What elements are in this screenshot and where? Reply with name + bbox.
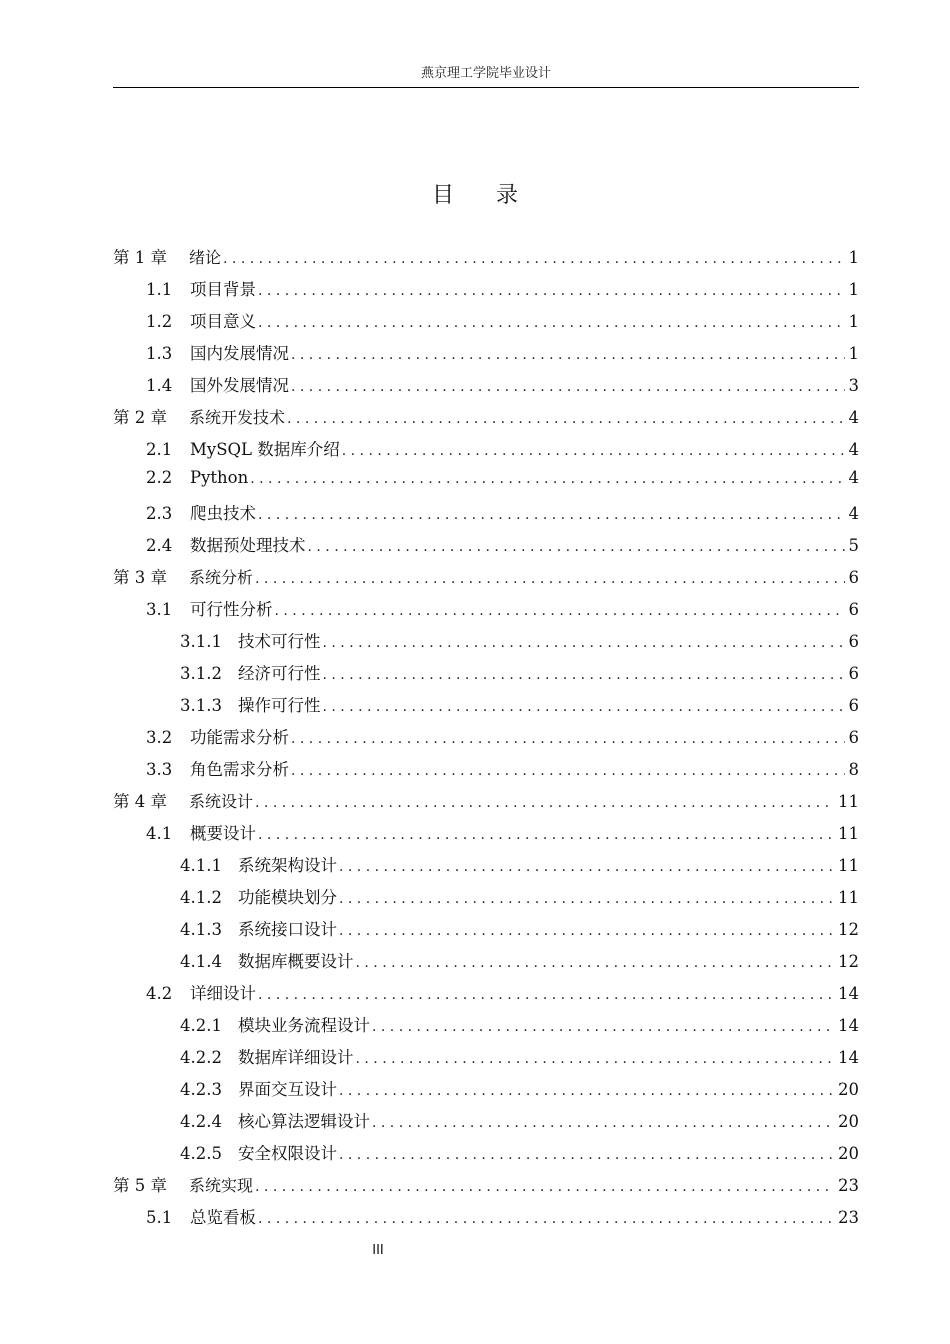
toc-entry-page: 6 [848,728,859,747]
toc-entry-label: 操作可行性 [238,696,321,715]
toc-entry[interactable] [113,884,859,916]
toc-entry-number: 4.2.3 [180,1080,222,1099]
toc-entry-number: 第 3 章 [113,568,167,587]
table-of-contents [113,244,859,1236]
toc-entry[interactable] [113,372,859,404]
toc-entry[interactable] [113,596,859,628]
toc-entry-page: 11 [838,792,859,811]
toc-entry-number: 5.1 [146,1208,173,1227]
toc-entry-page: 6 [848,600,859,619]
toc-entry-label: 系统架构设计 [238,856,337,875]
toc-entry-number: 4.1 [146,824,173,843]
toc-entry-label: 系统分析 [189,568,254,587]
toc-entry-label: 详细设计 [190,984,256,1003]
toc-entry-label: 概要设计 [190,824,256,843]
toc-entry-label: 总览看板 [190,1208,256,1227]
toc-entry[interactable] [113,1076,859,1108]
toc-entry-page: 14 [838,1048,859,1067]
toc-entry-page: 4 [848,440,859,459]
toc-entry-page: 1 [848,280,859,299]
toc-entry-page: 20 [838,1112,859,1131]
toc-entry[interactable] [113,948,859,980]
toc-entry-number: 3.1.1 [180,632,222,651]
toc-dot-leader [308,539,845,555]
toc-entry[interactable] [113,308,859,340]
toc-dot-leader [372,1019,834,1035]
toc-entry-label: 界面交互设计 [238,1080,337,1099]
toc-dot-leader [287,411,844,427]
toc-entry[interactable] [113,1172,859,1204]
toc-dot-leader [356,1051,835,1067]
toc-entry-number: 1.4 [146,376,173,395]
toc-entry-label: 系统接口设计 [238,920,337,939]
toc-dot-leader [291,763,845,779]
toc-entry-number: 3.3 [146,760,173,779]
toc-entry-number: 1.3 [146,344,173,363]
toc-entry-label: 国外发展情况 [190,376,289,395]
toc-entry[interactable] [113,1204,859,1236]
toc-entry[interactable] [113,628,859,660]
toc-dot-leader [291,731,845,747]
toc-entry-page: 20 [838,1144,859,1163]
toc-entry-page: 1 [848,312,859,331]
toc-entry-label: MySQL 数据库介绍 [190,440,340,459]
toc-entry-page: 12 [838,920,859,939]
toc-entry-number: 2.4 [146,536,173,555]
header-rule [113,87,859,88]
toc-entry-number: 3.2 [146,728,173,747]
toc-entry-label: 项目背景 [190,280,256,299]
toc-entry[interactable] [113,852,859,884]
toc-entry[interactable] [113,532,859,564]
toc-entry[interactable] [113,660,859,692]
toc-dot-leader [339,923,834,939]
toc-entry-label: 国内发展情况 [190,344,289,363]
toc-entry-page: 20 [838,1080,859,1099]
toc-entry-number: 4.2 [146,984,173,1003]
toc-entry-number: 2.1 [146,440,173,459]
toc-entry[interactable] [113,788,859,820]
toc-entry-label: 系统设计 [189,792,254,811]
toc-dot-leader [258,827,834,843]
toc-dot-leader [255,795,834,811]
toc-entry-label: Python [190,468,249,487]
toc-entry-page: 6 [848,568,859,587]
toc-entry[interactable] [113,1108,859,1140]
toc-entry-label: 系统实现 [189,1176,254,1195]
toc-entry-label: 功能模块划分 [238,888,337,907]
toc-dot-leader [339,1083,834,1099]
toc-entry-number: 4.1.1 [180,856,222,875]
toc-entry-label: 项目意义 [190,312,256,331]
toc-entry-number: 3.1.2 [180,664,222,683]
toc-dot-leader [250,471,844,487]
toc-entry[interactable] [113,692,859,724]
toc-entry-page: 11 [838,824,859,843]
toc-entry-label: 可行性分析 [190,600,273,619]
toc-entry-number: 3.1 [146,600,173,619]
toc-entry-number: 4.1.3 [180,920,222,939]
toc-dot-leader [339,859,834,875]
toc-dot-leader [339,891,834,907]
toc-entry-label: 功能需求分析 [190,728,289,747]
toc-dot-leader [339,1147,834,1163]
toc-entry-page: 5 [848,536,859,555]
toc-entry-label: 经济可行性 [238,664,321,683]
toc-entry-number: 4.2.5 [180,1144,222,1163]
toc-entry-label: 爬虫技术 [190,504,256,523]
toc-entry-label: 数据库详细设计 [238,1048,354,1067]
toc-entry-number: 4.1.4 [180,952,222,971]
toc-entry-page: 12 [838,952,859,971]
toc-entry[interactable] [113,404,859,436]
toc-entry[interactable] [113,244,859,276]
toc-dot-leader [323,635,845,651]
toc-entry-page: 14 [838,1016,859,1035]
toc-entry-page: 6 [848,696,859,715]
toc-dot-leader [342,443,845,459]
toc-entry[interactable] [113,500,859,532]
toc-dot-leader [258,1211,834,1227]
toc-dot-leader [323,699,845,715]
toc-dot-leader [275,603,845,619]
toc-entry-page: 1 [848,248,859,267]
toc-entry[interactable] [113,1044,859,1076]
toc-entry-label: 角色需求分析 [190,760,289,779]
toc-entry-page: 4 [848,408,859,427]
toc-dot-leader [258,507,845,523]
toc-entry-number: 4.2.1 [180,1016,222,1035]
toc-dot-leader [291,379,845,395]
toc-entry-page: 6 [848,632,859,651]
toc-entry-number: 2.2 [146,468,173,487]
toc-entry-number: 第 1 章 [113,248,167,267]
toc-dot-leader [323,667,845,683]
toc-dot-leader [255,571,844,587]
toc-entry[interactable] [113,820,859,852]
toc-entry-number: 第 4 章 [113,792,167,811]
toc-entry[interactable] [113,468,859,500]
toc-entry-label: 模块业务流程设计 [238,1016,370,1035]
toc-entry-page: 8 [848,760,859,779]
toc-entry[interactable] [113,564,859,596]
toc-dot-leader [372,1115,834,1131]
toc-entry-number: 1.1 [146,280,173,299]
toc-entry-label: 核心算法逻辑设计 [238,1112,370,1131]
toc-title: 目录 [431,183,560,208]
toc-entry[interactable] [113,980,859,1012]
toc-entry-number: 4.2.2 [180,1048,222,1067]
toc-entry-number: 第 5 章 [113,1176,167,1195]
toc-dot-leader [356,955,835,971]
toc-entry-label: 技术可行性 [238,632,321,651]
toc-dot-leader [223,251,844,267]
toc-entry[interactable] [113,1012,859,1044]
toc-entry[interactable] [113,436,859,468]
toc-entry-number: 4.1.2 [180,888,222,907]
toc-entry-number: 1.2 [146,312,173,331]
toc-entry[interactable] [113,276,859,308]
toc-entry-label: 绪论 [189,248,222,267]
toc-entry-page: 4 [848,468,859,487]
toc-entry-label: 数据预处理技术 [190,536,306,555]
toc-entry-page: 11 [838,856,859,875]
toc-dot-leader [291,347,845,363]
toc-entry-number: 2.3 [146,504,173,523]
toc-entry-page: 23 [838,1176,859,1195]
page-number-footer: III [372,1243,384,1258]
toc-entry-page: 6 [848,664,859,683]
toc-entry-number: 3.1.3 [180,696,222,715]
toc-entry-number: 4.2.4 [180,1112,222,1131]
toc-entry-page: 14 [838,984,859,1003]
toc-entry-page: 3 [848,376,859,395]
toc-entry-label: 数据库概要设计 [238,952,354,971]
toc-entry[interactable] [113,724,859,756]
toc-entry[interactable] [113,756,859,788]
toc-dot-leader [258,283,845,299]
toc-entry-page: 4 [848,504,859,523]
page-header: 燕京理工学院毕业设计 [420,66,551,81]
toc-entry[interactable] [113,1140,859,1172]
toc-entry-page: 23 [838,1208,859,1227]
toc-dot-leader [258,315,845,331]
toc-entry[interactable] [113,340,859,372]
toc-entry-label: 安全权限设计 [238,1144,337,1163]
toc-dot-leader [258,987,834,1003]
toc-entry-label: 系统开发技术 [189,408,286,427]
toc-entry[interactable] [113,916,859,948]
toc-entry-page: 1 [848,344,859,363]
toc-dot-leader [255,1179,834,1195]
toc-entry-page: 11 [838,888,859,907]
toc-entry-number: 第 2 章 [113,408,167,427]
